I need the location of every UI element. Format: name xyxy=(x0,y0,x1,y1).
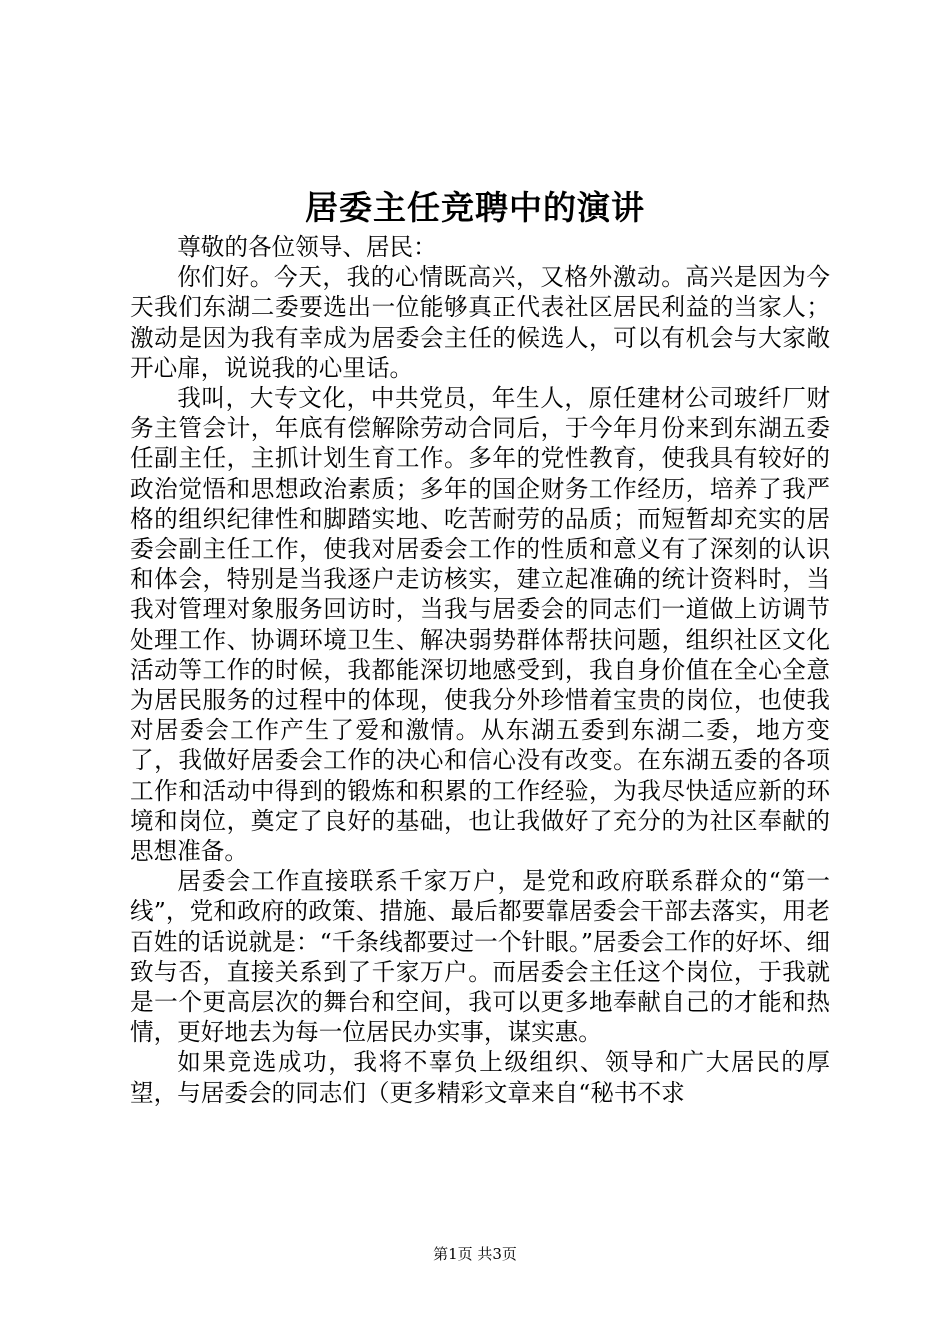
document-title: 居委主任竞聘中的演讲 xyxy=(305,188,645,227)
body-paragraph: 你们好。今天，我的心情既高兴，又格外激动。高兴是因为今天我们东湖二委要选出一位能够真正代表社区居民利益的当家人；激动是因为我有幸成为居委会主任的候选人，可以有机会与大家敞开心扉，说说我的心里话。 xyxy=(130,263,830,382)
body-paragraph: 我叫，大专文化，中共党员，年生人，原任建材公司玻纤厂财务主管会计，年底有偿解除劳动合同后，于今年月份来到东湖五委任副主任，主抓计划生育工作。多年的党性教育，使我具有较好的政治觉悟和思想政治素质；多年的国企财务工作经历，培养了我严格的组织纪律性和脚踏实地、吃苦耐劳的品质；而短暂却充实的居委会副主任工作，使我对居委会工作的性质和意义有了深刻的认识和体会，特别是当我逐户走访核实，建立起准确的统计资料时，当我对管理对象服务回访时，当我与居委会的同志们一道做上访调节处理工作、协调环境卫生、解决弱势群体帮扶问题，组织社区文化活动等工作的时候，我都能深切地感受到，我自身价值在全心全意为居民服务的过程中的体现，使我分外珍惜着宝贵的岗位，也使我对居委会工作产生了爱和激情。从东湖五委到东湖二委，地方变了，我做好居委会工作的决心和信心没有改变。在东湖五委的各项工作和活动中得到的锻炼和积累的工作经验，为我尽快适应新的环境和岗位，奠定了良好的基础，也让我做好了充分的为社区奉献的思想准备。 xyxy=(130,384,830,866)
document-body xyxy=(130,232,830,1108)
salutation-paragraph: 尊敬的各位领导、居民： xyxy=(177,233,437,261)
page-footer: 第1页 共3页 xyxy=(433,1245,517,1263)
body-paragraph: 居委会工作直接联系千家万户，是党和政府联系群众的“第一线”，党和政府的政策、措施、最后都要靠居委会干部去落实，用老百姓的话说就是：“千条线都要过一个针眼。”居委会工作的好坏、细致与否，直接关系到了千家万户。而居委会主任这个岗位，于我就是一个更高层次的舞台和空间，我可以更多地奉献自己的才能和热情，更好地去为每一位居民办实事，谋实惠。 xyxy=(130,867,830,1047)
body-paragraph: 如果竞选成功，我将不辜负上级组织、领导和广大居民的厚望，与居委会的同志们（更多精彩文章来自“秘书不求 xyxy=(130,1048,830,1107)
